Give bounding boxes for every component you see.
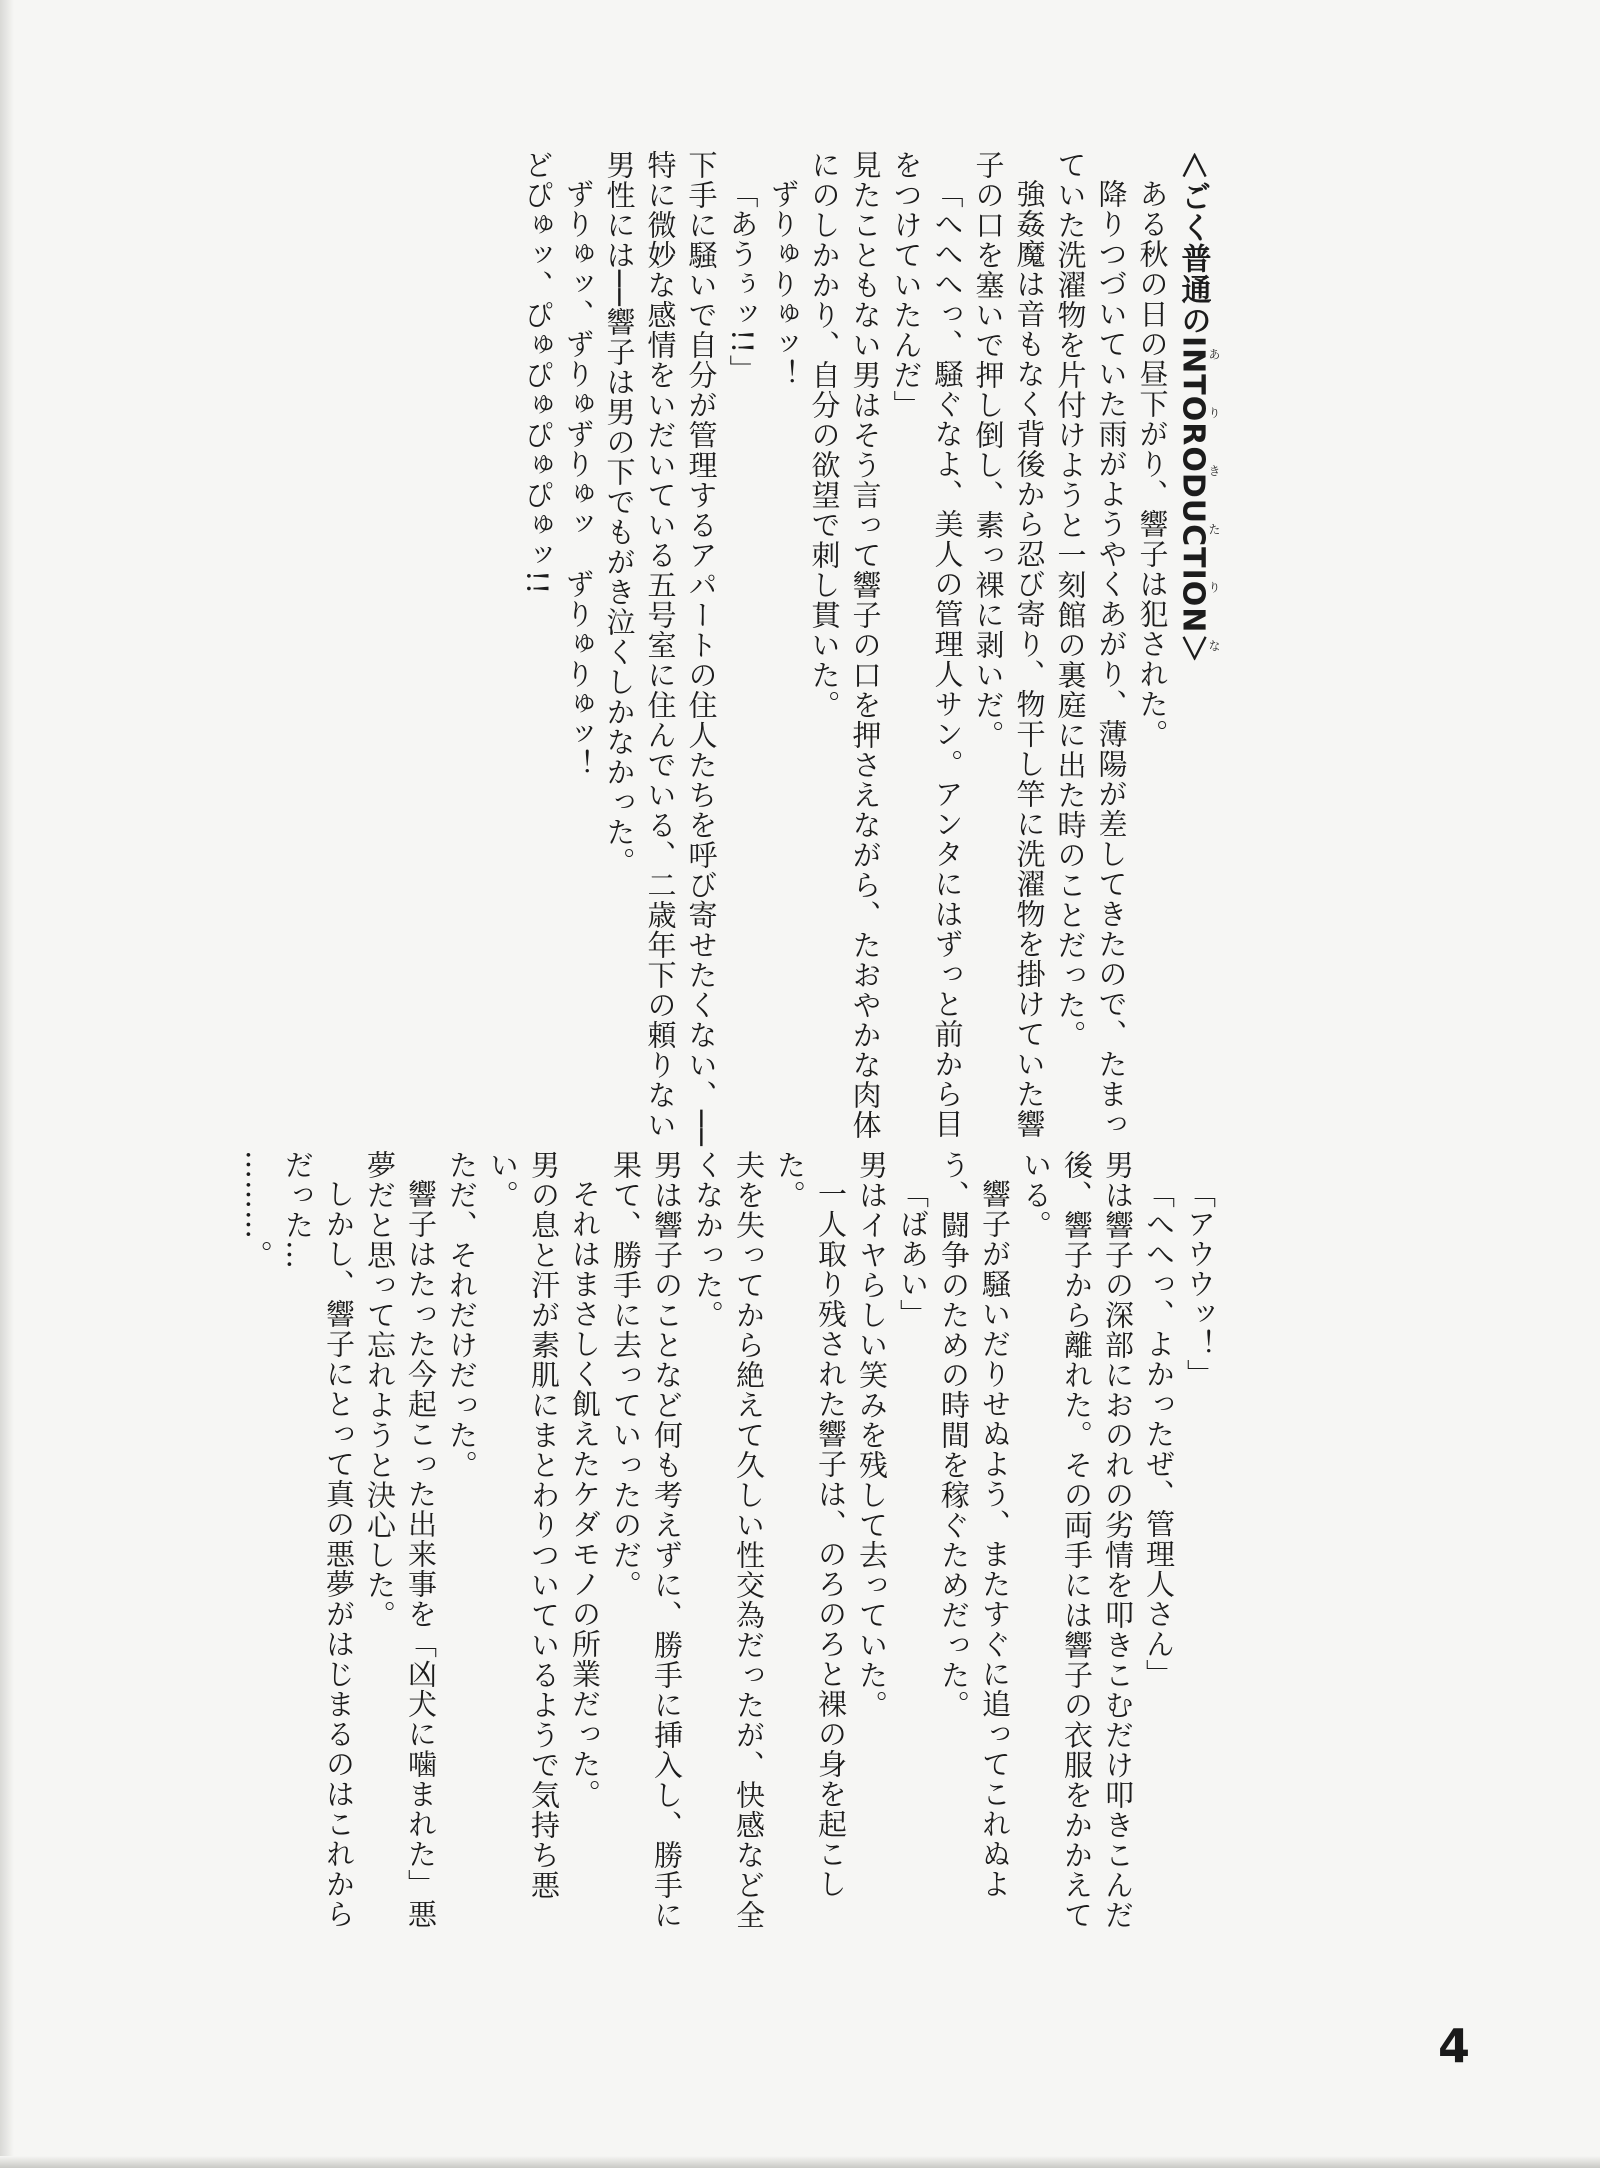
paragraph: ある秋の日の昼下がり、響子は犯された。 <box>1135 179 1170 749</box>
paragraph: 男は響子のことなど何も考えずに、勝手に挿入し、勝手に果て、勝手に去っていったのだ。 <box>609 1150 684 1930</box>
paragraph: 降りつづいていた雨がようやくあがり、薄陽が差してきたので、たまっていた洗濯物を片付けようと一刻館の裏庭に出た時のことだった。 <box>1053 150 1129 1139</box>
page-left-edge <box>0 0 14 2168</box>
heading-text: ＜ごく普通の <box>1175 150 1211 336</box>
lower-paragraphs <box>236 1150 1220 1950</box>
paragraph: しかし、響子にとって真の悪夢がはじまるのはこれからだった… <box>281 1150 356 1929</box>
paragraph: 響子が騒いだりせぬよう、またすぐに追ってこれぬよう、闘争のための時間を稼ぐためだった。 <box>937 1150 1012 1899</box>
heading-ruby-base: INTORODUCTION＞ <box>1175 336 1211 665</box>
paragraph: 下手に騒いで自分が管理するアパートの住人たちを呼び寄せたくない、──特に微妙な感情をいだいている五号室に住んでいる、二歳年下の頼りない男性には──響子は男の下でもがき泣くしかなかった。 <box>602 150 719 1147</box>
paragraph: 見たこともない男はそう言って響子の口を押さえながら、たおやかな肉体にのしかかり、自分の欲望で刺し貫いた。 <box>807 150 883 1140</box>
paragraph: 男の息と汗が素肌にまとわりついているようで気持ち悪い。 <box>486 1150 561 1900</box>
paragraph: ずりゅりゅッ！ <box>766 179 801 389</box>
heading-ruby-reading: ありきたりな <box>1207 336 1221 665</box>
lower-text-block <box>240 1150 1220 1950</box>
paragraph: 「アウウッ！」 <box>1183 1179 1217 1389</box>
paragraph: それはまさしく飢えたケダモノの所業だった。 <box>568 1179 602 1809</box>
paragraph: 「へへへっ、騒ぐなよ、美人の管理人サン。アンタにはずっと前から目をつけていたんだ」 <box>889 150 965 1139</box>
paragraph: 強姦魔は音もなく背後から忍び寄り、物干し竿に洗濯物を掛けていた響子の口を塞いで押し倒し、素っ裸に剥いだ。 <box>971 150 1047 1139</box>
section-heading <box>1173 150 1221 1160</box>
upper-text-block <box>310 150 1220 1160</box>
page-number: 4 <box>1437 2019 1470 2073</box>
upper-paragraphs <box>517 150 1173 1160</box>
paragraph: ただ、それだけだった。 <box>445 1150 479 1480</box>
paragraph: どぴゅッ、ぴゅぴゅぴゅぴゅッ!! <box>520 150 555 596</box>
page-bottom-edge <box>0 2156 1600 2168</box>
heading-ruby <box>1175 336 1221 665</box>
paragraph: 一人取り残された響子は、のろのろと裸の身を起こした。 <box>773 1150 848 1899</box>
paragraph: 夫を失ってから絶えて久しい性交為だったが、快感など全くなかった。 <box>691 1150 766 1930</box>
paragraph: 「へへっ、よかったぜ、管理人さん」 <box>1142 1179 1176 1689</box>
paragraph: 「あうぅッ!!」 <box>725 179 760 385</box>
paragraph: 「ばあい」 <box>896 1179 930 1329</box>
paragraph: 響子はたった今起こった出来事を「凶犬に噛まれた」悪夢だと思って忘れようと決心した。 <box>363 1150 438 1929</box>
paragraph: ………。 <box>240 1150 274 1270</box>
paragraph: 男はイヤらしい笑みを残して去っていた。 <box>855 1150 889 1720</box>
paragraph: 男は響子の深部におのれの劣情を叩きこむだけ叩きこんだ後、響子から離れた。その両手には響子の衣服をかかえている。 <box>1019 1150 1135 1930</box>
paragraph: ずりゅッ、ずりゅずりゅッ ずりゅりゅッ！ <box>561 179 596 779</box>
